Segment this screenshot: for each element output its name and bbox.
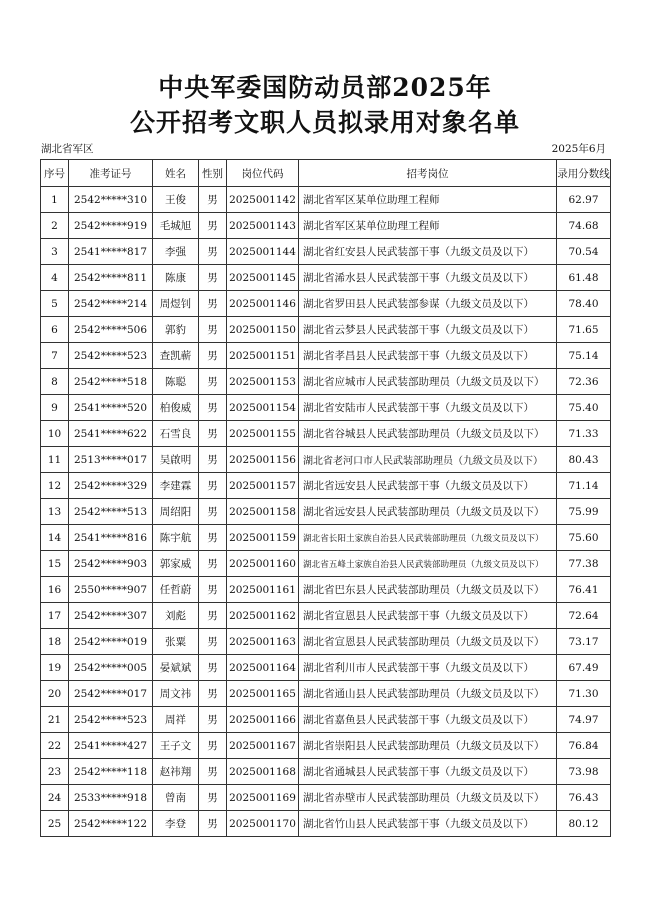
cell-index: 18 [41,629,69,655]
table-row [41,629,611,655]
table-row [41,473,611,499]
cell-exam-id: 2513*****017 [69,447,153,473]
cell-post: 湖北省通山县人民武装部助理员（九级文员及以下） [299,681,557,707]
cell-post: 湖北省利川市人民武装部干事（九级文员及以下） [299,655,557,681]
cell-index: 15 [41,551,69,577]
cell-gender: 男 [199,759,227,785]
cell-post-code: 2025001146 [227,291,299,317]
table-row [41,369,611,395]
cell-score: 75.60 [557,525,611,551]
cell-exam-id: 2542*****506 [69,317,153,343]
cell-post-code: 2025001159 [227,525,299,551]
cell-exam-id: 2541*****817 [69,239,153,265]
cell-score: 78.40 [557,291,611,317]
cell-post: 湖北省巴东县人民武装部助理员（九级文员及以下） [299,577,557,603]
cell-name: 陈宇航 [153,525,199,551]
table-row [41,343,611,369]
table-row [41,213,611,239]
cell-gender: 男 [199,291,227,317]
cell-score: 73.17 [557,629,611,655]
cell-name: 曾南 [153,785,199,811]
table-row [41,525,611,551]
cell-post-code: 2025001157 [227,473,299,499]
cell-name: 李建霖 [153,473,199,499]
cell-exam-id: 2542*****310 [69,187,153,213]
header-exam-id: 准考证号 [69,160,153,187]
cell-score: 70.54 [557,239,611,265]
cell-score: 80.12 [557,811,611,837]
cell-exam-id: 2542*****214 [69,291,153,317]
cell-score: 76.84 [557,733,611,759]
cell-gender: 男 [199,369,227,395]
cell-post-code: 2025001156 [227,447,299,473]
cell-post-code: 2025001162 [227,603,299,629]
cell-post-code: 2025001154 [227,395,299,421]
cell-post: 湖北省远安县人民武装部助理员（九级文员及以下） [299,499,557,525]
cell-post-code: 2025001158 [227,499,299,525]
cell-gender: 男 [199,811,227,837]
cell-name: 任哲蔚 [153,577,199,603]
table-row [41,603,611,629]
cell-name: 郭豹 [153,317,199,343]
cell-index: 8 [41,369,69,395]
cell-index: 16 [41,577,69,603]
cell-post: 湖北省军区某单位助理工程师 [299,187,557,213]
cell-post: 湖北省罗田县人民武装部参谋（九级文员及以下） [299,291,557,317]
cell-name: 石雪良 [153,421,199,447]
table-row [41,707,611,733]
cell-score: 74.97 [557,707,611,733]
cell-gender: 男 [199,317,227,343]
cell-exam-id: 2542*****118 [69,759,153,785]
district-label: 湖北省军区 [41,143,94,155]
cell-name: 郭家威 [153,551,199,577]
cell-gender: 男 [199,395,227,421]
table-row [41,447,611,473]
cell-gender: 男 [199,239,227,265]
cell-gender: 男 [199,343,227,369]
cell-post: 湖北省远安县人民武装部干事（九级文员及以下） [299,473,557,499]
table-row [41,499,611,525]
cell-post: 湖北省通城县人民武装部干事（九级文员及以下） [299,759,557,785]
table-row [41,239,611,265]
cell-exam-id: 2542*****122 [69,811,153,837]
cell-gender: 男 [199,447,227,473]
cell-gender: 男 [199,681,227,707]
table-row [41,421,611,447]
cell-name: 周文祎 [153,681,199,707]
cell-score: 76.43 [557,785,611,811]
cell-post: 湖北省应城市人民武装部助理员（九级文员及以下） [299,369,557,395]
cell-index: 19 [41,655,69,681]
cell-exam-id: 2533*****918 [69,785,153,811]
table-row [41,811,611,837]
cell-score: 71.33 [557,421,611,447]
cell-index: 9 [41,395,69,421]
cell-gender: 男 [199,473,227,499]
cell-index: 22 [41,733,69,759]
cell-post-code: 2025001167 [227,733,299,759]
cell-name: 吴啟明 [153,447,199,473]
cell-name: 李强 [153,239,199,265]
cell-post: 湖北省老河口市人民武装部助理员（九级文员及以下） [299,447,557,473]
cell-post: 湖北省五峰土家族自治县人民武装部助理员（九级文员及以下） [299,551,557,577]
cell-score: 72.36 [557,369,611,395]
cell-name: 王子文 [153,733,199,759]
table-header-row [41,160,611,187]
cell-exam-id: 2542*****019 [69,629,153,655]
cell-post: 湖北省宣恩县人民武装部助理员（九级文员及以下） [299,629,557,655]
cell-index: 17 [41,603,69,629]
cell-score: 80.43 [557,447,611,473]
cell-gender: 男 [199,525,227,551]
header-gender: 性别 [199,160,227,187]
cell-post-code: 2025001163 [227,629,299,655]
cell-exam-id: 2542*****811 [69,265,153,291]
cell-score: 67.49 [557,655,611,681]
cell-exam-id: 2542*****017 [69,681,153,707]
cell-post-code: 2025001170 [227,811,299,837]
cell-score: 73.98 [557,759,611,785]
cell-post-code: 2025001169 [227,785,299,811]
cell-post-code: 2025001166 [227,707,299,733]
cell-index: 20 [41,681,69,707]
table-row [41,395,611,421]
cell-score: 62.97 [557,187,611,213]
header-index: 序号 [41,160,69,187]
cell-name: 王俊 [153,187,199,213]
cell-post-code: 2025001143 [227,213,299,239]
cell-post-code: 2025001155 [227,421,299,447]
cell-index: 6 [41,317,69,343]
cell-name: 李登 [153,811,199,837]
document-title-line2: 公开招考文职人员拟录用对象名单 [129,108,520,137]
cell-post: 湖北省云梦县人民武装部干事（九级文员及以下） [299,317,557,343]
date-label: 2025年6月 [551,143,606,155]
table-row [41,681,611,707]
cell-score: 71.30 [557,681,611,707]
cell-exam-id: 2542*****523 [69,343,153,369]
table-row [41,291,611,317]
cell-exam-id: 2542*****513 [69,499,153,525]
cell-index: 25 [41,811,69,837]
cell-gender: 男 [199,265,227,291]
cell-exam-id: 2542*****329 [69,473,153,499]
cell-index: 14 [41,525,69,551]
cell-name: 周煜钊 [153,291,199,317]
table-row [41,551,611,577]
cell-exam-id: 2542*****518 [69,369,153,395]
cell-gender: 男 [199,655,227,681]
cell-post: 湖北省谷城县人民武装部助理员（九级文员及以下） [299,421,557,447]
cell-name: 周祥 [153,707,199,733]
cell-gender: 男 [199,421,227,447]
cell-post-code: 2025001151 [227,343,299,369]
table-row [41,577,611,603]
cell-score: 71.14 [557,473,611,499]
cell-score: 76.41 [557,577,611,603]
cell-gender: 男 [199,551,227,577]
header-score: 录用分数线 [557,160,611,187]
cell-name: 赵祎翔 [153,759,199,785]
cell-exam-id: 2542*****903 [69,551,153,577]
cell-post: 湖北省孝昌县人民武装部干事（九级文员及以下） [299,343,557,369]
cell-index: 5 [41,291,69,317]
cell-post-code: 2025001150 [227,317,299,343]
cell-post-code: 2025001165 [227,681,299,707]
cell-index: 13 [41,499,69,525]
cell-post: 湖北省宣恩县人民武装部干事（九级文员及以下） [299,603,557,629]
cell-name: 周绍阳 [153,499,199,525]
cell-post-code: 2025001168 [227,759,299,785]
cell-exam-id: 2542*****307 [69,603,153,629]
header-post: 招考岗位 [299,160,557,187]
cell-gender: 男 [199,187,227,213]
cell-post: 湖北省军区某单位助理工程师 [299,213,557,239]
cell-post: 湖北省浠水县人民武装部干事（九级文员及以下） [299,265,557,291]
cell-name: 刘彪 [153,603,199,629]
cell-exam-id: 2541*****520 [69,395,153,421]
cell-exam-id: 2542*****919 [69,213,153,239]
header-name: 姓名 [153,160,199,187]
cell-name: 陈康 [153,265,199,291]
cell-exam-id: 2541*****622 [69,421,153,447]
cell-score: 75.99 [557,499,611,525]
cell-name: 晏斌斌 [153,655,199,681]
cell-index: 2 [41,213,69,239]
cell-gender: 男 [199,629,227,655]
cell-score: 77.38 [557,551,611,577]
table-row [41,785,611,811]
cell-post: 湖北省崇阳县人民武装部助理员（九级文员及以下） [299,733,557,759]
cell-post-code: 2025001142 [227,187,299,213]
cell-post: 湖北省安陆市人民武装部干事（九级文员及以下） [299,395,557,421]
cell-gender: 男 [199,785,227,811]
cell-score: 71.65 [557,317,611,343]
cell-score: 75.40 [557,395,611,421]
cell-name: 柏俊威 [153,395,199,421]
cell-exam-id: 2541*****816 [69,525,153,551]
cell-post-code: 2025001144 [227,239,299,265]
cell-post: 湖北省竹山县人民武装部干事（九级文员及以下） [299,811,557,837]
cell-exam-id: 2542*****523 [69,707,153,733]
table-row [41,733,611,759]
cell-index: 11 [41,447,69,473]
cell-post: 湖北省长阳土家族自治县人民武装部助理员（九级文员及以下） [299,525,557,551]
cell-gender: 男 [199,577,227,603]
cell-index: 24 [41,785,69,811]
cell-index: 21 [41,707,69,733]
cell-score: 75.14 [557,343,611,369]
cell-exam-id: 2550*****907 [69,577,153,603]
cell-index: 1 [41,187,69,213]
cell-index: 23 [41,759,69,785]
cell-post: 湖北省赤壁市人民武装部助理员（九级文员及以下） [299,785,557,811]
table-row [41,317,611,343]
cell-score: 74.68 [557,213,611,239]
cell-exam-id: 2542*****005 [69,655,153,681]
cell-index: 7 [41,343,69,369]
cell-post: 湖北省嘉鱼县人民武装部干事（九级文员及以下） [299,707,557,733]
table-row [41,655,611,681]
table-row [41,265,611,291]
table-row [41,759,611,785]
cell-post-code: 2025001160 [227,551,299,577]
cell-name: 张粟 [153,629,199,655]
cell-exam-id: 2541*****427 [69,733,153,759]
table-row [41,187,611,213]
cell-gender: 男 [199,499,227,525]
cell-index: 10 [41,421,69,447]
cell-name: 陈聪 [153,369,199,395]
cell-score: 72.64 [557,603,611,629]
cell-post-code: 2025001164 [227,655,299,681]
cell-gender: 男 [199,707,227,733]
cell-post-code: 2025001145 [227,265,299,291]
cell-index: 3 [41,239,69,265]
cell-post-code: 2025001161 [227,577,299,603]
cell-score: 61.48 [557,265,611,291]
cell-index: 4 [41,265,69,291]
admission-table [40,159,611,837]
cell-gender: 男 [199,213,227,239]
cell-post-code: 2025001153 [227,369,299,395]
cell-post: 湖北省红安县人民武装部干事（九级文员及以下） [299,239,557,265]
cell-gender: 男 [199,733,227,759]
cell-index: 12 [41,473,69,499]
cell-name: 查凯蕲 [153,343,199,369]
cell-gender: 男 [199,603,227,629]
document-title-line1: 中央军委国防动员部2025年 [158,73,492,102]
cell-name: 毛城旭 [153,213,199,239]
header-post-code: 岗位代码 [227,160,299,187]
